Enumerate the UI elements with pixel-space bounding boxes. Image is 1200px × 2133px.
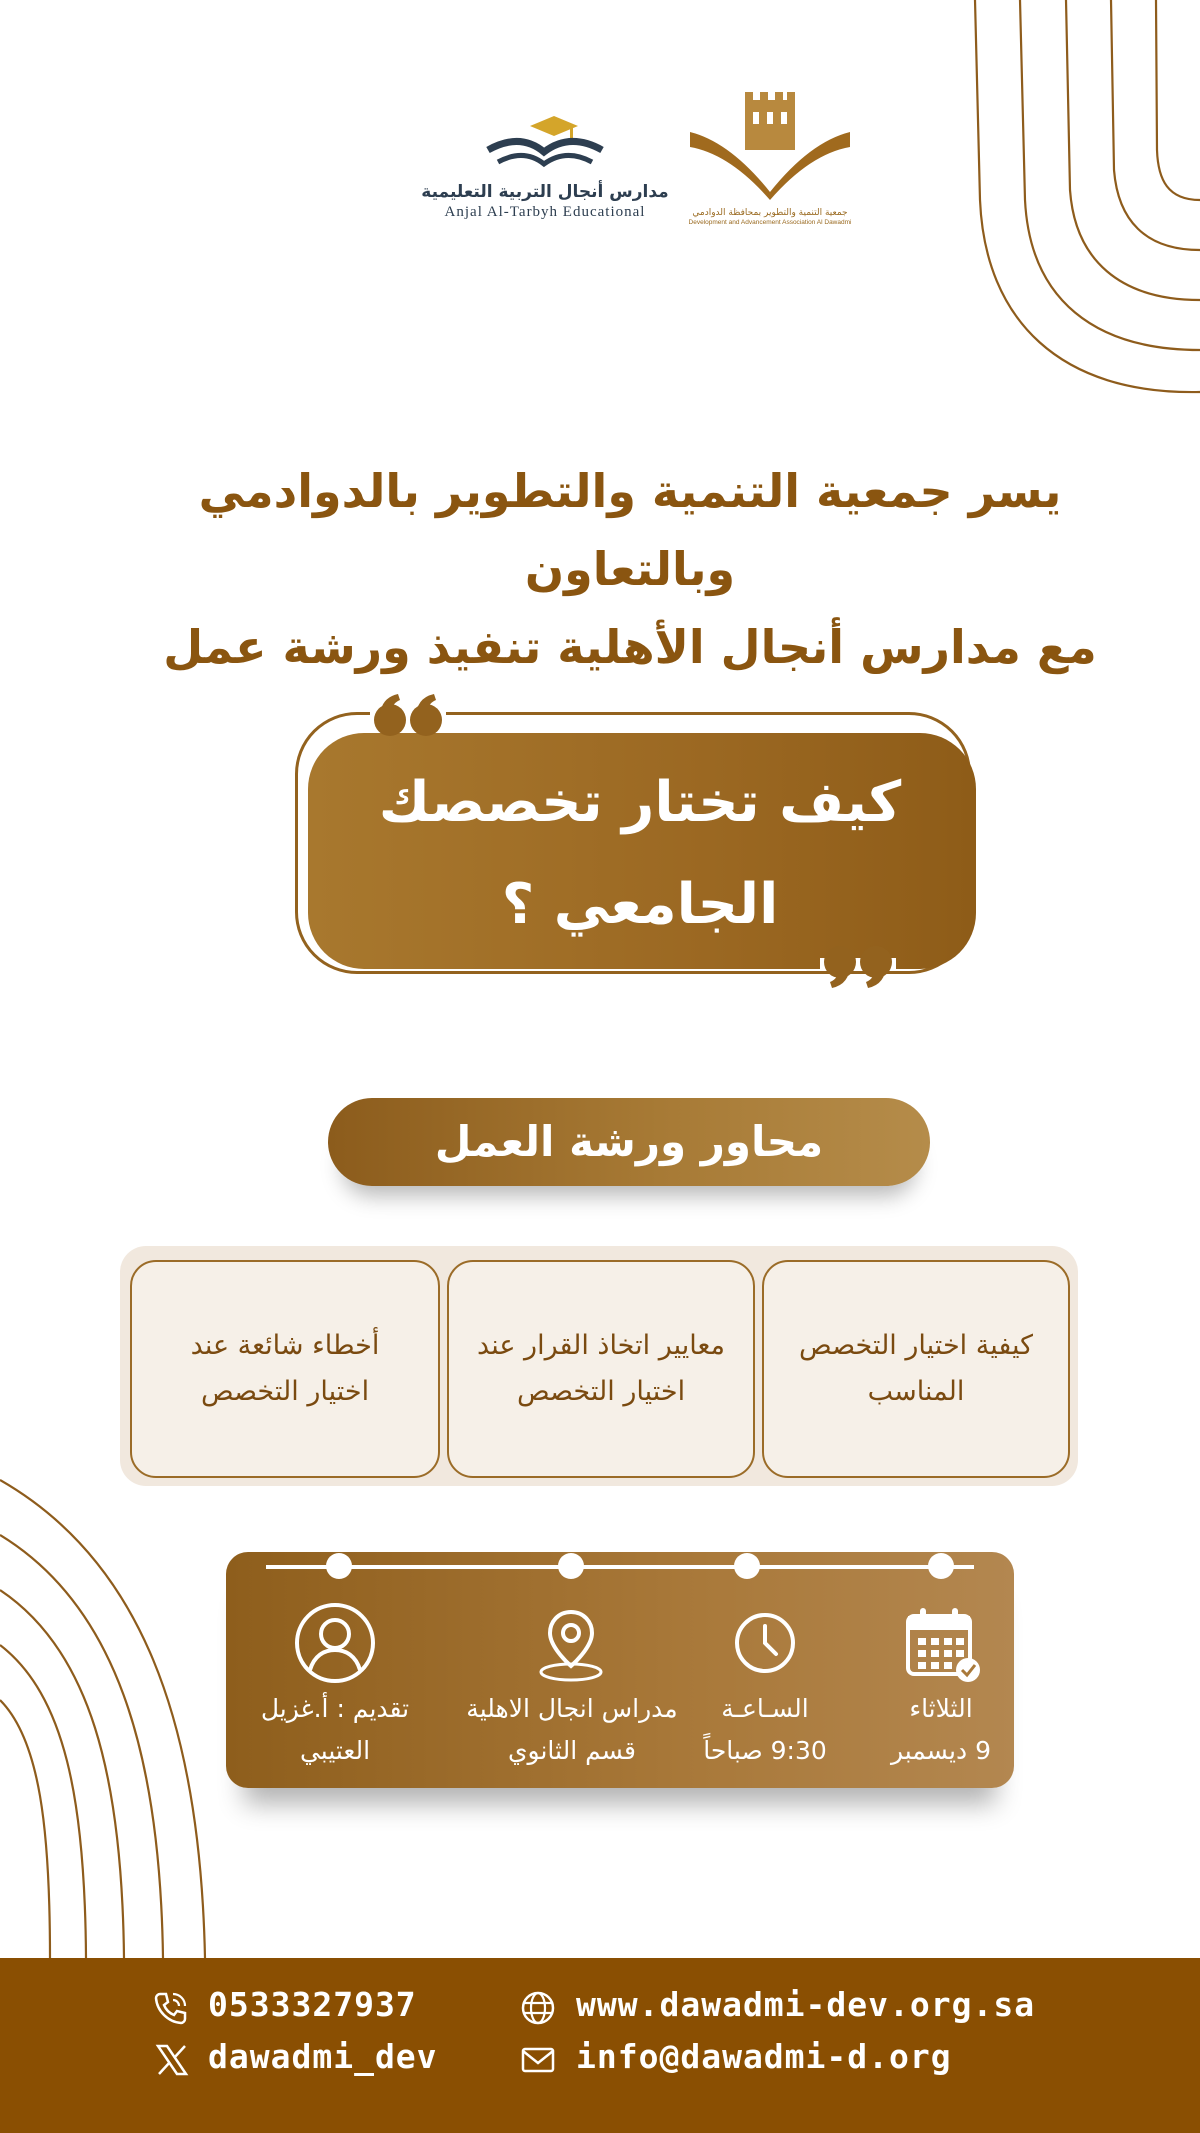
timeline-dot: [326, 1553, 352, 1579]
intro-line-2: مع مدارس أنجال الأهلية تنفيذ ورشة عمل: [163, 620, 1097, 674]
association-logo-arabic: جمعية التنمية والتطوير بمحافظة الدوادمي: [692, 208, 848, 218]
info-location-section: قسم الثانوي: [507, 1736, 636, 1765]
workshop-title-line-1: كيف تختار تخصصك: [378, 770, 902, 835]
info-date-value: 9 ديسمبر: [890, 1736, 992, 1765]
x-twitter-icon: [154, 2042, 190, 2078]
calendar-icon: [898, 1600, 984, 1686]
x-handle[interactable]: dawadmi_dev: [208, 2037, 438, 2076]
info-date-day: الثلاثاء: [909, 1694, 973, 1723]
workshop-axes-title: محاور ورشة العمل: [328, 1098, 930, 1186]
topic-text-line-1: أخطاء شائعة عند: [190, 1330, 380, 1361]
info-location-name: مدراس انجال الاهلية: [466, 1694, 678, 1723]
topic-text-line-2: المناسب: [867, 1376, 965, 1407]
info-presenter-line-1: تقديم : أ.غزيل: [260, 1694, 410, 1723]
location-pin-icon: [528, 1600, 614, 1686]
anjal-logo-arabic: مدارس أنجال التربية التعليمية: [421, 182, 669, 202]
topic-text-line-1: معايير اتخاذ القرار عند: [477, 1330, 725, 1361]
anjal-logo-english: Anjal Al-Tarbyh Educational: [444, 204, 646, 220]
email-icon: [520, 2042, 556, 2078]
phone-icon: [152, 1990, 188, 2026]
timeline-line: [266, 1565, 974, 1569]
timeline-dot: [734, 1553, 760, 1579]
info-presenter-line-2: العتيبي: [299, 1736, 371, 1765]
info-presenter: [220, 1688, 450, 1772]
clock-icon: [722, 1600, 808, 1686]
phone-number[interactable]: 0533327937: [208, 1985, 417, 2024]
topic-card: [130, 1260, 440, 1478]
anjal-schools-logo: [420, 110, 670, 221]
email-address[interactable]: info@dawadmi-d.org: [576, 2037, 952, 2076]
association-logo-english: Development and Advancement Association Al Dawadmi: [688, 219, 852, 226]
workshop-title: [320, 752, 960, 956]
intro-heading: [90, 452, 1170, 686]
topic-card: [762, 1260, 1070, 1478]
globe-icon: [520, 1990, 556, 2026]
topic-text-line-2: اختيار التخصص: [200, 1376, 370, 1407]
workshop-title-line-2: الجامعي ؟: [501, 872, 779, 937]
info-time-label: السـاعـة: [721, 1694, 809, 1723]
topic-text-line-2: اختيار التخصص: [516, 1376, 686, 1407]
timeline-dot: [558, 1553, 584, 1579]
castle-book-icon: [685, 92, 855, 202]
info-location: [448, 1688, 696, 1772]
graduation-book-icon: [480, 110, 610, 172]
info-time-value: 9:30 صباحاً: [703, 1736, 827, 1765]
timeline-dot: [928, 1553, 954, 1579]
open-quote-icon: [370, 690, 446, 740]
topic-card: [447, 1260, 755, 1478]
association-logo: [680, 92, 860, 226]
topic-text-line-1: كيفية اختيار التخصص: [799, 1330, 1033, 1361]
user-icon: [292, 1600, 378, 1686]
website-link[interactable]: www.dawadmi-dev.org.sa: [576, 1985, 1036, 2024]
intro-line-1: يسر جمعية التنمية والتطوير بالدوادمي وبالتعاون: [198, 464, 1062, 596]
